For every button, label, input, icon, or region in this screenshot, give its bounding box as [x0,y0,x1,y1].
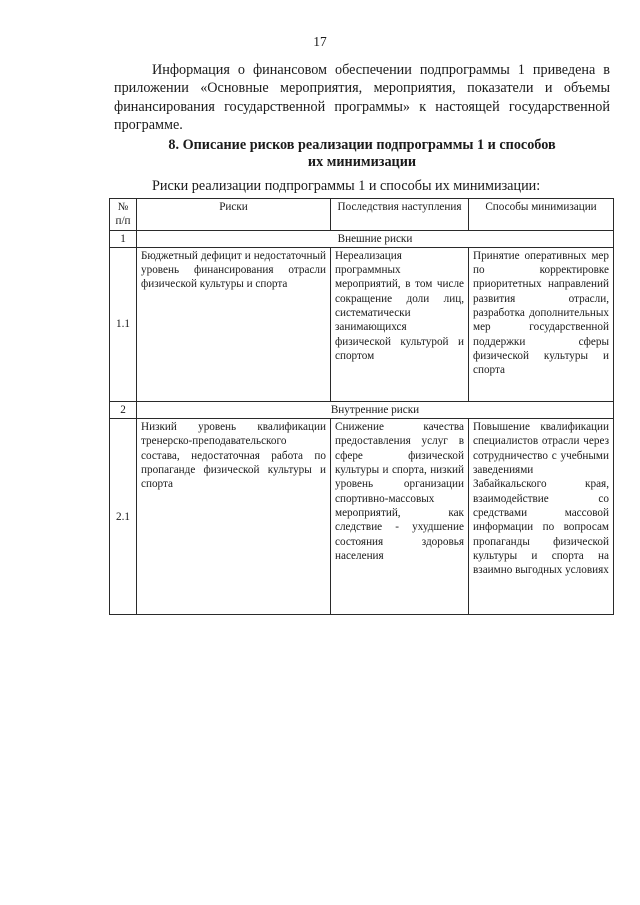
risks-table [109,198,614,615]
header-consequences: Последствия наступления [331,199,469,231]
intro-paragraph: Информация о финансовом обеспечении подпрограммы 1 приведена в приложении «Основные мероприятия, мероприятия, показатели и объемы финансирования государственной программы» к настоящей государственной программе. [114,62,610,133]
section-title-line-1: 8. Описание рисков реализации подпрограммы 1 и способов [168,137,556,153]
group-label: Внешние риски [137,230,614,247]
table-lead-text: Риски реализации подпрограммы 1 и способы их минимизации: [152,178,541,194]
group-num: 2 [110,401,137,418]
table-row [110,247,614,401]
header-num: № п/п [110,199,137,231]
section-title [114,137,610,170]
method-cell: Принятие оперативных мер по корректировке приоритетных направлений развития отрасли, разработка дополнительных мер государственной поддержки сферы физической культуры и спорта [469,247,614,401]
risk-cell: Низкий уровень квалификации тренерско-преподавательского состава, недостаточная работа по пропаганде физической культуры и спорта [137,419,331,615]
group-row-internal [110,401,614,418]
page-number: 17 [313,34,327,49]
table-header-row [110,199,614,231]
row-num: 1.1 [110,247,137,401]
consequence-cell: Нереализация программных мероприятий, в том числе сокращение доли лиц, систематически занимающихся физической культурой и спортом [331,247,469,401]
method-cell: Повышение квалификации специалистов отрасли через сотрудничество с учебными заведениями Забайкальского края, взаимодействие со средствами массовой информации по вопросам пропаганды физической культуры и спорта на взаимно выгодных условиях [469,419,614,615]
consequence-cell: Снижение качества предоставления услуг в сфере физической культуры и спорта, низкий уровень организации спортивно-массовых мероприятий, как следствие - ухудшение состояния здоровья населения [331,419,469,615]
group-label: Внутренние риски [137,401,614,418]
row-num: 2.1 [110,419,137,615]
group-num: 1 [110,230,137,247]
header-methods: Способы минимизации [469,199,614,231]
risk-cell: Бюджетный дефицит и недостаточный уровень финансирования отрасли физической культуры и спорта [137,247,331,401]
table-row [110,419,614,615]
group-row-external [110,230,614,247]
section-title-line-2: их минимизации [307,153,417,170]
header-risks: Риски [137,199,331,231]
